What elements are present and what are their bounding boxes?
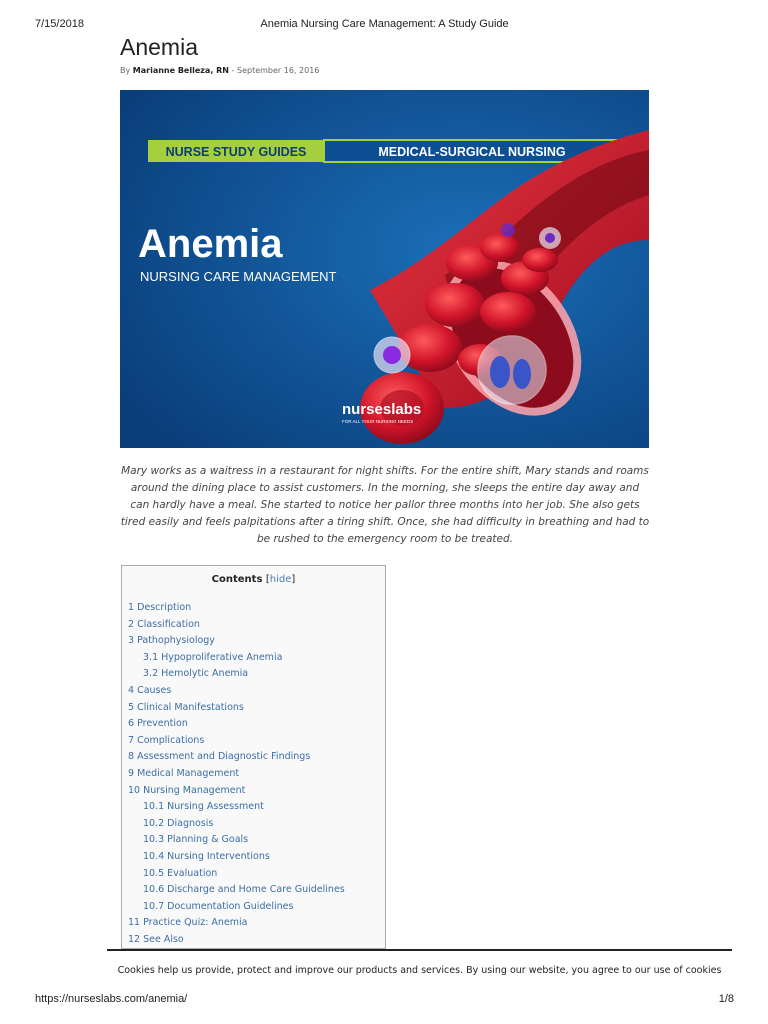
hero-subtitle: NURSING CARE MANAGEMENT bbox=[140, 269, 337, 284]
toc-item[interactable]: 1 Description bbox=[128, 602, 192, 613]
print-footer bbox=[35, 993, 734, 1005]
toc-item[interactable]: 2 Classification bbox=[128, 618, 200, 630]
print-page-title: Anemia Nursing Care Management: A Study Guide bbox=[260, 18, 509, 30]
byline-separator: - bbox=[231, 66, 235, 75]
cookie-message: Cookies help us provide, protect and improve our products and services. By using our website, you agree to our use of cookies bbox=[117, 965, 722, 976]
toc-list bbox=[128, 600, 345, 948]
cookie-banner bbox=[107, 949, 732, 988]
banner-left-text: NURSE STUDY GUIDES bbox=[165, 145, 307, 159]
toc-item[interactable]: 7 Complications bbox=[128, 734, 205, 746]
toc-item[interactable]: 11 Practice Quiz: Anemia bbox=[128, 917, 248, 929]
author-link[interactable]: Marianne Belleza, RN bbox=[132, 66, 229, 75]
table-of-contents bbox=[121, 565, 386, 949]
toc-item[interactable]: 10 Nursing Management bbox=[128, 784, 246, 796]
toc-item[interactable]: 8 Assessment and Diagnostic Findings bbox=[128, 751, 311, 763]
print-date: 7/15/2018 bbox=[35, 18, 84, 30]
byline bbox=[120, 66, 319, 75]
toc-header: Contents [hide] bbox=[211, 574, 296, 585]
toc-item[interactable]: 10.3 Planning & Goals bbox=[143, 834, 249, 846]
toc-item[interactable]: 10.7 Documentation Guidelines bbox=[143, 900, 294, 912]
page-number: 1/8 bbox=[718, 993, 734, 1005]
toc-title: Contents bbox=[211, 574, 263, 585]
toc-item[interactable]: 5 Clinical Manifestations bbox=[128, 701, 244, 713]
toc-item[interactable]: 10.6 Discharge and Home Care Guidelines bbox=[143, 884, 345, 896]
intro-paragraph: Mary works as a waitress in a restaurant for night shifts. For the entire shift, Mary stands and roams around the dining place to assist customers. In the morning, she sleeps the entire day away and can hardly have a meal. She started to notice her pallor three months into her job. She also gets tired easily and feels palpitations after a tiring shift. Once, she had difficulty in breathing and had to be rushed to the emergency room to be treated. bbox=[120, 465, 650, 545]
toc-item[interactable]: 3 Pathophysiology bbox=[128, 635, 215, 647]
toc-item[interactable]: 4 Causes bbox=[128, 684, 172, 696]
article-title: Anemia bbox=[120, 34, 198, 60]
toc-item[interactable]: 6 Prevention bbox=[128, 718, 188, 730]
toc-item[interactable]: 12 See Also bbox=[128, 933, 184, 945]
toc-item[interactable]: 10.4 Nursing Interventions bbox=[143, 850, 270, 862]
byline-prefix: By bbox=[120, 66, 131, 75]
toc-item[interactable]: 10.2 Diagnosis bbox=[143, 817, 214, 829]
publish-date: September 16, 2016 bbox=[236, 66, 320, 75]
hero-image bbox=[120, 90, 649, 448]
toc-item[interactable]: 10.1 Nursing Assessment bbox=[143, 801, 264, 813]
toc-item[interactable]: 10.5 Evaluation bbox=[143, 867, 218, 879]
hero-title: Anemia bbox=[138, 222, 283, 266]
toc-hide-link[interactable]: hide bbox=[269, 574, 292, 585]
toc-item[interactable]: 3.2 Hemolytic Anemia bbox=[143, 668, 249, 680]
toc-item[interactable]: 3.1 Hypoproliferative Anemia bbox=[143, 651, 283, 663]
print-url: https://nurseslabs.com/anemia/ bbox=[35, 993, 188, 1005]
toc-item[interactable]: 9 Medical Management bbox=[128, 767, 240, 779]
banner-right-text: MEDICAL-SURGICAL NURSING bbox=[378, 145, 566, 159]
print-header bbox=[35, 18, 734, 30]
logo-tagline: FOR ALL YOUR NURSING NEEDS bbox=[342, 419, 414, 424]
nurseslabs-logo: nurseslabs bbox=[342, 401, 422, 418]
